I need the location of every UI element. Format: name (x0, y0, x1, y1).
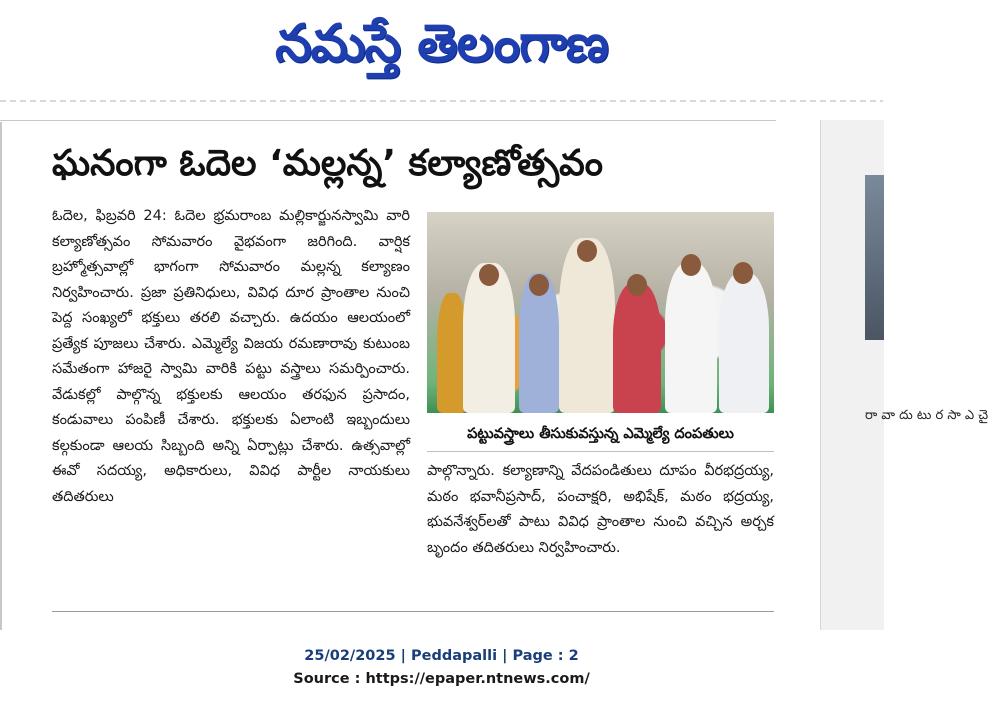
article-body-left (52, 204, 410, 510)
footer-source: Source : https://epaper.ntnews.com/ (293, 671, 590, 687)
article-headline: ఘనంగా ఓదెల ‘మల్లన్న’ కల్యాణోత్సవం (52, 143, 603, 184)
article-bottom-divider (52, 611, 774, 612)
article-body-right-text: పాల్గొన్నారు. కల్యాణాన్ని వేదపండితులు దూపం వీరభద్రయ్య, మఠం భవానీప్రసాద్, పంచాక్షరి, అభిషేక్, మఠం భద్రయ్య, భువనేశ్వర్‌లతో పాటు వివిధ ప్రాంతాల నుంచి వచ్చిన అర్చక బృందం తదితరులు నిర్వహించారు. (427, 463, 774, 556)
footer-edition: Peddapalli (411, 648, 498, 664)
masthead-divider (0, 100, 883, 102)
article-body-right (427, 459, 774, 561)
article-left-border (0, 122, 2, 630)
footer-page-number: 2 (568, 648, 579, 664)
caption-divider (427, 451, 774, 452)
neighbor-text: రా వా దు టు ర సా ఎ చై (865, 408, 988, 423)
article-body-left-text: ఓదెల, ఫిబ్రవరి 24: ఓదెల భ్రమరాంబ మల్లికార్జునస్వామి వారి కల్యాణోత్సవం సోమవారం వైభవంగా జరిగింది. వార్షిక బ్రహ్మోత్సవాల్లో భాగంగా సోమవారం మల్లన్న కల్యాణం నిర్వహించారు. ప్రజా ప్రతినిధులు, వివిధ దూర ప్రాంతాల నుంచి పెద్ద సంఖ్యలో భక్తులు తరలి వచ్చారు. ఉదయం ఆలయంలో ప్రత్యేక పూజలు చేశారు. ఎమ్మెల్యే విజయ రమణారావు కుటుంబ సమేతంగా హాజరై స్వామి వారికి పట్టు వస్త్రాలు సమర్పించారు. వేడుకల్లో పాల్గొన్న భక్తులకు ఆలయం తరఫున ప్రసాదం, కండువాలు పంపిణీ చేశారు. భక్తులకు ఏలాంటి ఇబ్బందులు కల్గకుండా ఆలయ సిబ్బంది అన్ని ఏర్పాట్లు చేశారు. ఉత్సవాల్లో ఈవో సదయ్య, అధికారులు, వివిధ పార్టీల నాయకులు తదితరులు (52, 208, 410, 505)
newspaper-logo: నమస్తే తెలంగాణ (275, 13, 608, 74)
footer-date: 25/02/2025 (304, 648, 396, 664)
neighbor-article-clipping (820, 120, 988, 630)
masthead (0, 0, 883, 100)
photo-caption: పట్టువస్త్రాలు తీసుకువస్తున్న ఎమ్మెల్యే దంపతులు (467, 426, 734, 442)
page-footer (0, 645, 883, 691)
article-photo (427, 212, 774, 413)
neighbor-photo (865, 175, 884, 340)
footer-meta-line: 25/02/2025 | Peddapalli | Page : 2 (304, 648, 579, 664)
